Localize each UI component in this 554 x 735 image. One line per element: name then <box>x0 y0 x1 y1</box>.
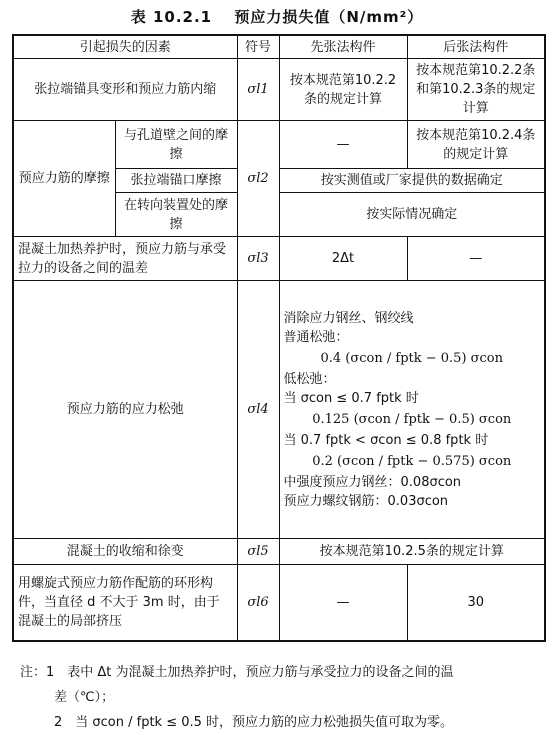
table-row <box>13 539 545 565</box>
merged-value-cell: 按实际情况确定 <box>279 193 545 237</box>
posttension-cell: — <box>407 237 545 281</box>
friction-sub-label: 在转向装置处的摩擦 <box>115 193 237 237</box>
relax-formula: 0.2 (σcon / fptk − 0.575) σcon <box>312 453 512 469</box>
header-factor: 引起损失的因素 <box>13 35 237 59</box>
posttension-cell: 按本规范第10.2.4条的规定计算 <box>407 121 545 169</box>
symbol-cell: σl6 <box>237 565 279 641</box>
table-row <box>13 565 545 641</box>
relax-line: 当 0.7 fptk < σcon ≤ 0.8 fptk 时 <box>283 432 489 448</box>
pretension-cell: 2Δt <box>279 237 407 281</box>
note-1: 注：1 表中 Δt 为混凝土加热养护时，预应力筋与承受拉力的设备之间的温 <box>20 665 454 680</box>
table-row <box>13 59 545 121</box>
relax-line: 低松弛： <box>283 371 336 387</box>
factor-cell: 预应力筋的应力松弛 <box>13 281 237 539</box>
friction-group-cell: 预应力筋的摩擦 <box>13 121 115 237</box>
relax-formula: 0.125 (σcon / fptk − 0.5) σcon <box>312 411 512 427</box>
pretension-cell: 按本规范第10.2.2条的规定计算 <box>279 59 407 121</box>
factor-cell: 混凝土加热养护时，预应力筋与承受拉力的设备之间的温差 <box>13 237 237 281</box>
header-symbol: 符号 <box>237 35 279 59</box>
pretension-cell: — <box>279 121 407 169</box>
relax-formula: 0.4 (σcon / fptk − 0.5) σcon <box>320 350 504 366</box>
table-caption: 预应力损失值（N/mm²） <box>234 8 424 26</box>
symbol-cell: σl1 <box>237 59 279 121</box>
symbol-cell: σl2 <box>237 121 279 237</box>
header-posttension: 后张法构件 <box>407 35 545 59</box>
factor-cell: 张拉端锚具变形和预应力筋内缩 <box>13 59 237 121</box>
note-2: 2 当 σcon / fptk ≤ 0.5 时，预应力筋的应力松弛损失值可取为零。 <box>54 715 454 730</box>
relax-line: 普通松弛： <box>283 329 349 345</box>
pretension-cell: — <box>279 565 407 641</box>
symbol-cell: σl4 <box>237 281 279 539</box>
relax-line: 中强度预应力钢丝：0.08σcon <box>283 474 462 490</box>
posttension-cell: 30 <box>407 565 545 641</box>
note-1-continued: 差（℃）； <box>54 690 115 705</box>
factor-cell: 混凝土的收缩和徐变 <box>13 539 237 565</box>
table-row <box>13 237 545 281</box>
merged-value-cell: 按本规范第10.2.5条的规定计算 <box>279 539 545 565</box>
factor-cell: 用螺旋式预应力筋作配筋的环形构件，当直径 d 不大于 3m 时，由于混凝土的局部挤压 <box>13 565 237 641</box>
symbol-cell: σl5 <box>237 539 279 565</box>
merged-value-cell: 按实测值或厂家提供的数据确定 <box>279 169 545 193</box>
header-row <box>13 35 545 59</box>
table-title <box>0 6 554 27</box>
relax-line: 预应力螺纹钢筋：0.03σcon <box>283 493 449 509</box>
table-notes <box>20 660 540 735</box>
header-pretension: 先张法构件 <box>279 35 407 59</box>
table-row <box>13 121 545 169</box>
relax-line: 当 σcon ≤ 0.7 fptk 时 <box>283 390 419 406</box>
friction-sub-label: 与孔道壁之间的摩擦 <box>115 121 237 169</box>
table-number: 表 10.2.1 <box>130 8 213 26</box>
prestress-loss-table <box>12 34 546 642</box>
friction-sub-label: 张拉端锚口摩擦 <box>115 169 237 193</box>
relax-line: 消除应力钢丝、钢绞线 <box>283 310 414 326</box>
relaxation-formula-cell <box>279 281 545 539</box>
symbol-cell: σl3 <box>237 237 279 281</box>
posttension-cell: 按本规范第10.2.2条和第10.2.3条的规定计算 <box>407 59 545 121</box>
table-row <box>13 281 545 539</box>
